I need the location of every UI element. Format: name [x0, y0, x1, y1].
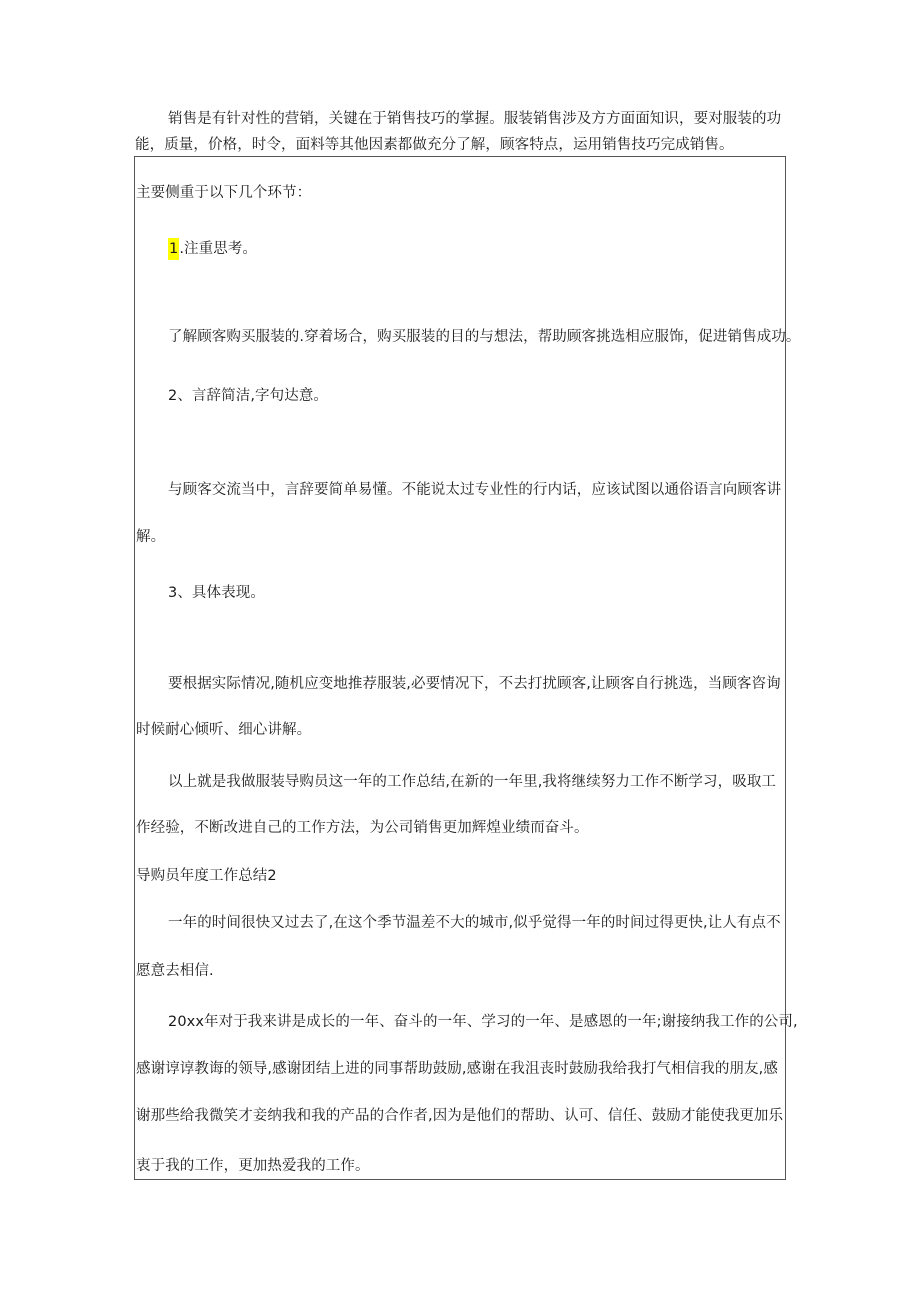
- paragraph-2-line-3: 谢那些给我微笑才妾纳我和我的产品的合作者,因为是他们的帮助、认可、信任、鼓励才能使我更加乐: [136, 1108, 784, 1124]
- paragraph-1-line-2: 愿意去相信.: [136, 963, 214, 979]
- summary-line-2: 作经验，不断改进自己的工作方法，为公司销售更加辉煌业绩而奋斗。: [136, 820, 589, 836]
- paragraph-1-line-1: 一年的时间很快又过去了,在这个季节温差不大的城市,似乎觉得一年的时间过得更快,让人有点不: [168, 915, 781, 931]
- summary-line-1: 以上就是我做服装导购员这一年的工作总结,在新的一年里,我将继续努力工作不断学习，吸取工: [168, 774, 777, 790]
- intro-line-1: 销售是有针对性的营销，关键在于销售技巧的掌握。服装销售涉及方方面面知识，要对服装的功: [168, 111, 782, 127]
- focus-heading: 主要侧重于以下几个环节：: [136, 185, 312, 201]
- item-3-description-line-2: 时候耐心倾听、细心讲解。: [136, 722, 312, 738]
- highlight-mark: 1: [168, 238, 179, 260]
- item-3-description-line-1: 要根据实际情况,随机应变地推荐服装,必要情况下，不去打扰顾客,让顾客自行挑选，当顾客咨询: [168, 676, 781, 692]
- paragraph-2-line-4: 衷于我的工作，更加热爱我的工作。: [136, 1158, 370, 1174]
- paragraph-2-line-1: 20xx年对于我来讲是成长的一年、奋斗的一年、学习的一年、是感恩的一年;谢接纳我工作的公司,: [168, 1014, 798, 1030]
- item-2-description-line-2: 解。: [136, 529, 166, 545]
- item-2-description-line-1: 与顾客交流当中，言辞要简单易懂。不能说太过专业性的行内话，应该试图以通俗语言向顾客讲: [168, 482, 782, 498]
- intro-line-2: 能，质量，价格，时令，面料等其他因素都做充分了解，顾客特点，运用销售技巧完成销售。: [135, 137, 734, 153]
- item-3-heading: 3、具体表现。: [168, 585, 265, 601]
- item-2-heading: 2、言辞简洁,字句达意。: [168, 388, 329, 404]
- item-1-text: .注重思考。: [179, 241, 258, 257]
- item-1-heading: [168, 238, 257, 260]
- section-title-2: 导购员年度工作总结2: [136, 868, 277, 884]
- paragraph-2-line-2: 感谢谆谆教诲的领导,感谢团结上进的同事帮助鼓励,感谢在我沮丧时鼓励我给我打气相信我的朋友,感: [136, 1061, 778, 1077]
- item-1-description: 了解顾客购买服装的.穿着场合，购买服装的目的与想法，帮助顾客挑选相应服饰，促进销售成功。: [168, 329, 801, 345]
